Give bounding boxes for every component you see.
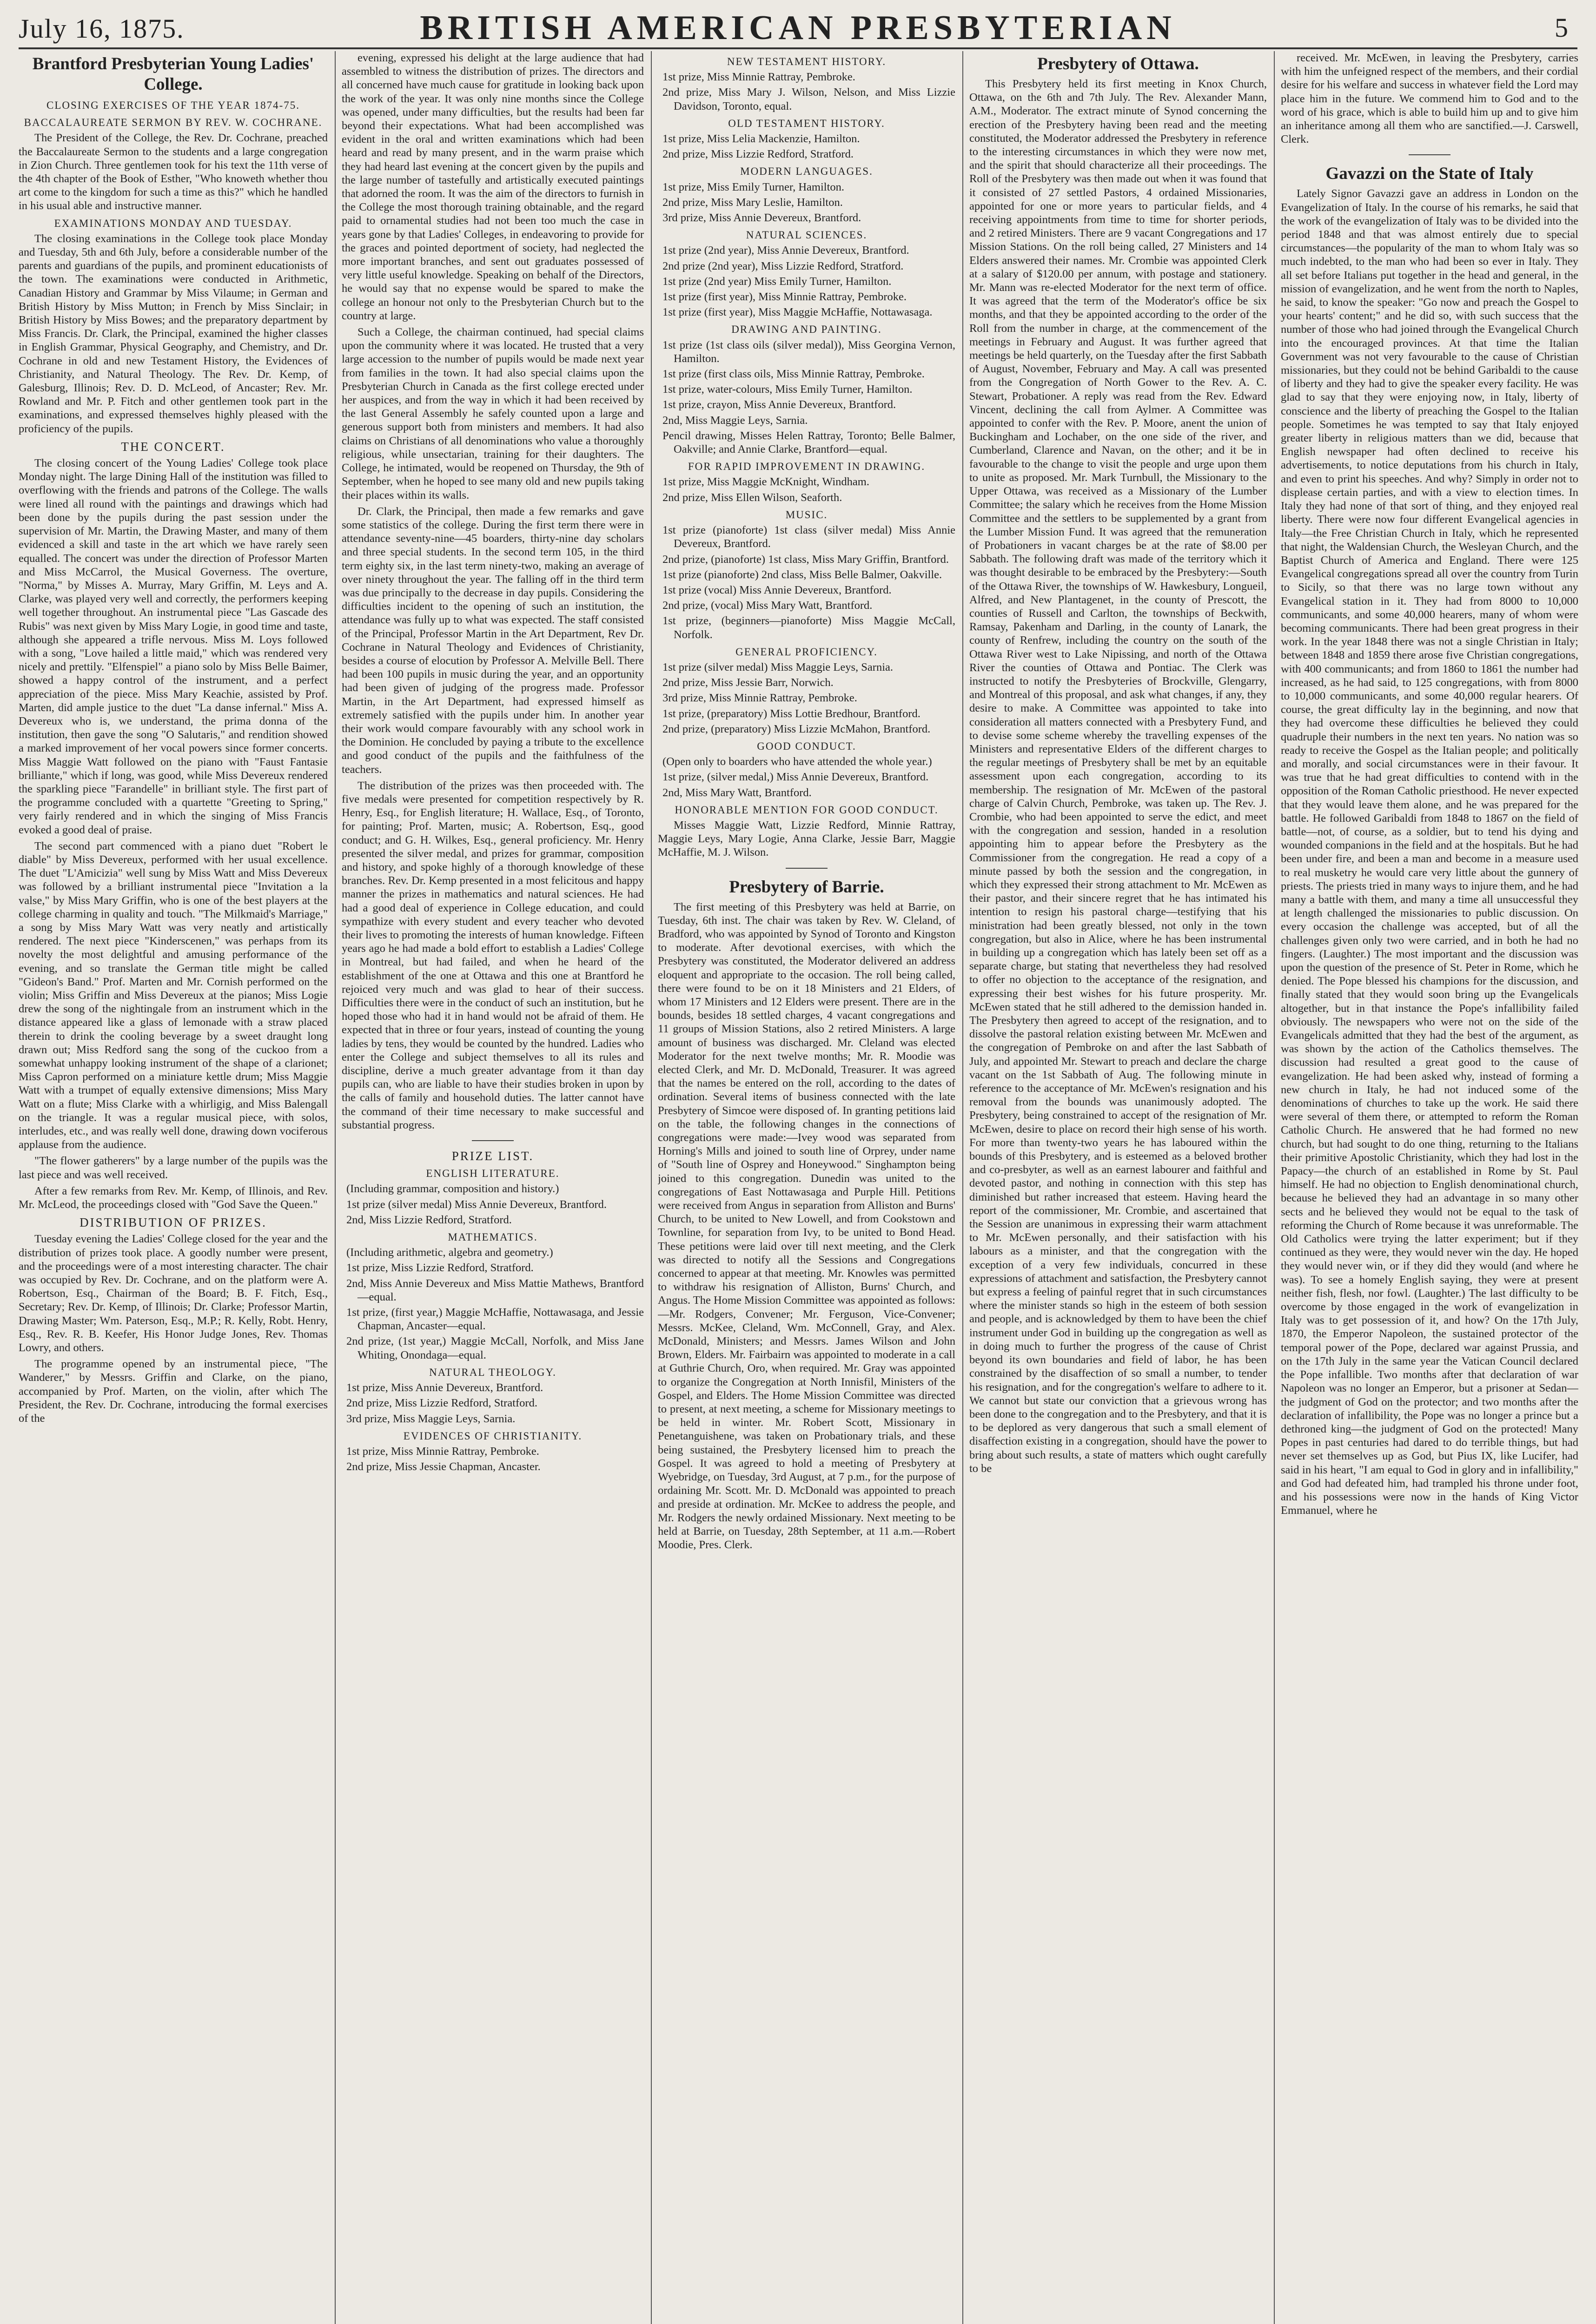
prize-entry: 2nd prize, Miss Ellen Wilson, Seaforth. xyxy=(662,491,842,504)
prize-entry: 1st prize, (silver medal,) Miss Annie Devereux, Brantford. xyxy=(662,771,929,784)
prize-entry: 2nd, Miss Mary Watt, Brantford. xyxy=(662,786,812,799)
prize-entry: 1st prize (silver medal) Miss Annie Devereux, Brantford. xyxy=(346,1198,607,1211)
subheading: DRAWING AND PAINTING. xyxy=(731,324,882,336)
paragraph: Tuesday evening the Ladies' College closed for the year and the distribution of prizes took place. A goodly number were present, and the proceedings were of a most interesting character. The chair was occupied by Rev. Dr. Cochrane, and on the platform were A. Robertson, Esq., Chairman of the Board; B. F. Fitch, Esq., Secretary; Rev. Dr. Kemp, of Illinois; Dr. Clarke; Professor Martin, Drawing Master; Wm. Paterson, Esq., M.P.; R. Kelly, Robt. Henry, Esq., Rev. R. B. Keefer, His Honor Judge Jones, Rev. Thomas Lowry, and others. xyxy=(19,1233,328,1354)
prize-entry: Pencil drawing, Misses Helen Rattray, Toronto; Belle Balmer, Oakville; and Annie Clarke, Brantford—equal. xyxy=(662,429,955,456)
section-heading: THE CONCERT. xyxy=(121,439,225,454)
paragraph: The distribution of the prizes was then proceeded with. The five medals were presented for competition respectively by R. Henry, Esq., for English literature; H. Wallace, Esq., of Toronto, for painting; Prof. Marten, music; A. Robertson, Esq., good conduct; and G. H. Wilkes, Esq., general proficiency. Mr. Henry presented the silver medal, and prizes for grammar, composition and history, and spoke highly of a thorough knowledge of these branches. Rev. Dr. Kemp presented in a most felicitous and happy manner the prizes in mathematics and natural sciences. He had had a good deal of experience in College education, and could sympathize with every student and every teacher who devoted their lives to promoting the interests of human knowledge. Fifteen years ago he had made a bold effort to establish a Ladies' College in Montreal, but had failed, and when he heard of the establishment of the one at Ottawa and this one at Brantford he rejoiced very much and was glad to hear of their success. Difficulties there were in the conduct of such an institution, but he hoped those who had it in hand would not be afraid of them. He expected that in three or four years, instead of counting the young ladies by tens, they would be counted by the hundred. Ladies who enter the College and subject themselves to all its rules and discipline, derive a much greater advantage from it than day pupils can, who are liable to have their studies broken in upon by the calls of family and household duties. The latter cannot have the command of their time necessary to make successful and substantial progress. xyxy=(342,779,644,1131)
subheading: GENERAL PROFICIENCY. xyxy=(735,646,878,658)
column-1 xyxy=(19,51,328,2324)
prize-entry: 2nd prize, Miss Mary J. Wilson, Nelson, and Miss Lizzie Davidson, Toronto, equal. xyxy=(662,86,955,112)
divider xyxy=(472,1140,514,1141)
prize-entry: 2nd prize, (1st year,) Maggie McCall, Norfolk, and Miss Jane Whiting, Onondaga—equal. xyxy=(346,1335,644,1361)
subheading: ENGLISH LITERATURE. xyxy=(426,1168,560,1180)
masthead xyxy=(19,5,1577,49)
prize-entry: 3rd prize, Miss Minnie Rattray, Pembroke. xyxy=(662,692,857,705)
paragraph: evening, expressed his delight at the large audience that had assembled to witness the distribution of prizes. The directors and all concerned have much cause for gratitude in looking back upon the work of the year. It was only nine months since the College was opened, under many difficulties, but the results had been far beyond their expectations. What had been accomplished was evident in the oral and written examinations which had been heard and read by many present, and in the warm praise which they had heard last evening at the concert given by the pupils and the large number of tastefully and artistically executed paintings that adorned the room. It was the aim of the directors to furnish in the College the most thorough training obtainable, and the regard paid to ornamental studies had not been too much the case in years gone by that Ladies' Colleges, in endeavoring to provide for the graces and pointed deportment of society, had neglected the more important branches, and sent out graduates possessed of very little useful knowledge. Speaking on behalf of the Directors, he would say that no expense would be spared to make the college an honour not only to the Presbyterian Church but to the country at large. xyxy=(342,52,644,322)
section-heading: DISTRIBUTION OF PRIZES. xyxy=(79,1215,267,1230)
prize-entry: 1st prize, Miss Emily Turner, Hamilton. xyxy=(662,180,845,193)
prize-entry: 2nd, Miss Annie Devereux and Miss Mattie Mathews, Brantford—equal. xyxy=(346,1277,644,1303)
page-number: 5 xyxy=(1555,13,1568,43)
prize-entry: 1st prize, Miss Minnie Rattray, Pembroke. xyxy=(662,71,855,84)
prize-entry: 2nd prize, (preparatory) Miss Lizzie McMahon, Brantford. xyxy=(662,722,931,735)
prize-entry: 2nd, Miss Maggie Leys, Sarnia. xyxy=(662,414,808,427)
paragraph: Such a College, the chairman continued, had special claims upon the community where it was located. He trusted that a very large accession to the number of pupils would be made next year from families in the town. It had also special claims upon the Presbyterian Church in Canada as the first college erected under her auspices, and from the way in which it had been received by the last General Assembly he safely counted upon a large and generous support both from ministers and members. It had also claims on Christians of all denominations who value a thoroughly religious, while unsectarian, training for their daughters. The College, he intimated, would be reopened on Thursday, the 9th of September, when he hoped to see many old and new pupils taking their places within its walls. xyxy=(342,326,644,502)
article-title: Brantford Presbyterian Young Ladies' College. xyxy=(32,54,314,94)
prize-entry: 2nd prize, Miss Lizzie Redford, Stratford. xyxy=(662,148,854,161)
article-title: Gavazzi on the State of Italy xyxy=(1325,164,1534,184)
column-rule xyxy=(335,51,336,2324)
paragraph: This Presbytery held its first meeting in Knox Church, Ottawa, on the 6th and 7th July. The Rev. Alexander Mann, A.M., Moderator. The extract minute of Synod concerning the erection of the Presbytery having been read and the meeting constituted, the Moderator addressed the Presbytery in reference to the interesting circumstances in which they were now met, and the spirit that should characterize all their proceedings. The Roll of the Presbytery was then made out when it was found that it consisted of 27 settled Pastors, 4 ordained Missionaries, appointed for one or more years to particular fields, and 4 receiving appointments from time to time for shorter periods, and 2 retired Ministers. There are 9 vacant Congregations and 17 Mission Stations. On the roll being called, 27 Ministers and 14 Elders answered their names. Mr. Crombie was appointed Clerk at a salary of $120.00 per annum, with postage and stationery. Mr. Mann was re-elected Moderator for the next term of office. It was agreed that the term of the Moderator's office be six months, and that they be appointed according to the order of the Roll from the number in charge, at the commencement of the meetings in February and August. It was further agreed that meetings be held quarterly, on the Tuesday after the first Sabbath of August, November, February and May. A call was presented from the Congregation of North Gower to the Rev. A. C. Stewart, Probationer. A reply was read from the Rev. Edward Vincent, declining the call from Aylmer. A Committee was appointed to confer with the Rev. P. Moore, anent the union of Buckingham and Lochaber, on the one side of the river, and Cumberland, Clarence and Navan, on the other; and it be in favourable to the change to visit the people and urge upon them to unite as proposed. Mr. Mark Turnbull, the Missionary to the Upper Ottawa, was received as a Missionary of the Lumber Committee; the salary which he receives from the Home Mission Committee and the settlers to be supplemented by a grant from the Lumber Mission Fund. It was agreed that the remuneration of Probationers in vacant charges be at the rate of $8.00 per Sabbath. The following draft was made of the territory which it was thought desirable to be embraced by the Presbytery:—South of the Ottawa River, the townships of W. Hawkesbury, Longueil, Alfred, and New Plantagenet, in the county of Prescott, the counties of Russell and Carlton, the townships of Beckwith, Ramsay, Pakenham and Darling, in the county of Lanark, the county of Renfrew, including the country on the south of the Ottawa River west to Lake Nipissing, and north of the Ottawa River the counties of Ottawa and Pontiac. The Clerk was instructed to notify the Presbyteries of Brockville, Glengarry, and Montreal of this proposal, and ask what changes, if any, they desire to make. A Committee was appointed to take into consideration all matters connected with a Presbytery Fund, and to devise some scheme whereby the travelling expenses of the Ministers and representative Elders of the different charges to the regular meetings of Presbytery shall be met by an equitable assessment upon each congregation, according to its membership. The resignation of Mr. McEwen of the pastoral charge of Calvin Church, Pembroke, was taken up. The Rev. J. Crombie, who had been appointed to serve the edict, and meet with the congregation and session, handed in a resolution appointing him to appear before the Presbytery as the Commissioner from the congregation. He read a copy of a minute passed by both the session and the congregation, in which they expressed their strong attachment to Mr. McEwen as their pastor, and their sincere regret that he has intimated his intention to resign his pastoral charge—testifying that his ministration had been greatly blessed, not only in the town congregation, but also in Alice, where he has been instrumental in building up a congregation which has lately been set off as a separate charge, but stating that nevertheless they had resolved to offer no objection to the acceptance of the resignation, and expressing their best wishes for his future prosperity. Mr. McEwen stated that he still adhered to the demission handed in. The Presbytery then agreed to accept of the resignation, and to dissolve the pastoral relation existing between Mr. McEwen and the congregation of Pembroke on and after the last Sabbath of July, and appointed Mr. Stewart to preach and declare the charge vacant on the 1st Sabbath of Aug. The following minute in reference to the acceptance of Mr. McEwen's resignation and his removal from the bounds was unanimously adopted. The Presbytery, being constrained to accept of the resignation of Mr. McEwen, desire to place on record their high sense of his worth. For more than twenty-two years he has laboured within the bounds of this Presbytery, and is esteemed as a beloved brother and co-presbyter, as well as an earnest labourer and faithful and devoted pastor, and nothing in connection with this step has diminished but rather increased that esteem. Having heard the report of the commissioner, Mr. Crombie, and ascertained that the Session are unanimous in expressing their warm attachment to Mr. McEwen personally, and their satisfaction with his labours as a minister, and that the congregation with the exception of a very few individuals, concurred in these expressions of attachment and satisfaction, the Presbytery cannot but express a feeling of painful regret that in such circumstances where the minister stands so high in the esteem of both session and people, and is acknowledged by them to have been the chief instrument under God in building up the congregation as well as in doing much to further the progress of the cause of Christ beyond its own boundaries and field of labor, he has been constrained by the disaffection of so small a number, to tender his resignation, and for the congregation's welfare to adhere to it. We cannot but state our conviction that a grievous wrong has been done to the congregation and to the Presbytery, and that it is to be deplored as very dangerous that such a small element of disaffection existing in a congregation, should have the power to bring about such results, a state of matters which ought carefully to be xyxy=(969,78,1267,1475)
subheading: EXAMINATIONS MONDAY AND TUESDAY. xyxy=(54,217,292,229)
prize-entry: 1st prize, water-colours, Miss Emily Turner, Hamilton. xyxy=(662,383,913,396)
prize-entry: 1st prize (pianoforte) 2nd class, Miss Belle Balmer, Oakville. xyxy=(662,568,942,581)
paragraph: The second part commenced with a piano duet "Robert le diable" by Miss Devereux, performed with her usual excellence. The duet "L'Amicizia" well sung by Miss Watt and Miss Devereux was followed by a brilliant instrumental piece "Invitation a la valse," by Miss Mary Griffin, who is one of the best players at the college charming in quality and touch. "The Milkmaid's Marriage," a song by Miss Mary Watt was very neatly and artistically rendered. The next piece "Kinderscenen," was perhaps from its novelty the most delightful and amusing performance of the evening, and so translate the German title might be called "Gideon's Band." Prof. Marten and Mr. Cornish performed on the violin; Miss Griffin and Miss Devereux at the pianos; Miss Logie drew the song of the nightingale from an instrument which in the distance appeared like a glass of lemonade with a straw placed therein to drink the cooling beverage by a sweet draught long drawn out; Miss Redford sang the song of the cuckoo from a somewhat unhappy looking instrument of the shape of a clarionet; Miss Capron performed on a miniature kettle drum; Miss Maggie Watt with a trumpet of equally extensive dimensions; Miss Mary Watt on a flute; Miss Clarke with a whirligig, and Miss Balengall on the triangle. It was a regular musical piece, with solos, interludes, etc., and was really well done, drawing down vociferous applause from the audience. xyxy=(19,839,328,1151)
paragraph: Misses Maggie Watt, Lizzie Redford, Minnie Rattray, Maggie Leys, Mary Logie, Anna Clarke, Jessie Barr, Maggie McHaffie, M. J. Wilson. xyxy=(658,819,955,859)
prize-entry: 1st prize (first class oils, Miss Minnie Rattray, Pembroke. xyxy=(662,368,925,381)
column-5 xyxy=(1281,51,1578,2324)
prize-entry: 1st prize (first year), Miss Minnie Rattray, Pembroke. xyxy=(662,290,907,304)
subheading: OLD TESTAMENT HISTORY. xyxy=(728,117,885,129)
divider xyxy=(1409,154,1450,155)
column-rule xyxy=(962,51,963,2324)
subheading: NATURAL THEOLOGY. xyxy=(429,1366,556,1378)
prize-entry: 2nd, Miss Lizzie Redford, Stratford. xyxy=(346,1213,512,1226)
prize-entry: 1st prize, (first year,) Maggie McHaffie, Nottawasaga, and Jessie Chapman, Ancaster—equal. xyxy=(346,1306,644,1333)
prize-entry: 2nd prize, Miss Lizzie Redford, Stratford. xyxy=(346,1397,537,1410)
paragraph: The President of the College, the Rev. Dr. Cochrane, preached the Baccalaureate Sermon to the students and a large congregation in Zion Church. Three gentlemen took for his text the 11th verse of the 4th chapter of the Book of Esther, "Who knoweth whether thou art come to the kingdom for such a time as this?" which he handled in his usual able and instructive manner. xyxy=(19,132,328,212)
column-2 xyxy=(342,51,644,2324)
prize-entry: 1st prize, Miss Maggie McKnight, Windham. xyxy=(662,475,869,489)
newspaper-title: BRITISH AMERICAN PRESBYTERIAN xyxy=(420,9,1176,47)
column-4 xyxy=(969,51,1267,2324)
prize-entry: 2nd prize, (pianoforte) 1st class, Miss Mary Griffin, Brantford. xyxy=(662,553,949,566)
prize-entry: 1st prize, crayon, Miss Annie Devereux, Brantford. xyxy=(662,398,896,411)
prize-entry: 1st prize, Miss Lelia Mackenzie, Hamilton. xyxy=(662,132,860,145)
prize-entry: 1st prize (first year), Miss Maggie McHaffie, Nottawasaga. xyxy=(662,306,933,319)
paragraph: Dr. Clark, the Principal, then made a few remarks and gave some statistics of the college. During the first term there were in attendance seventy-nine—45 boarders, thirty-nine day scholars and three special students. In the second term 105, in the third term eighty six, in the last term ninety-two, making an average of over ninety throughout the year. The falling off in the third term was due principally to the decrease in day pupils. Considering the difficulties incident to the opening of such an institution, the attendance was fully up to what was expected. The staff consisted of the Principal, Professor Martin in the Art Department, Rev Dr. Cochrane in Natural Theology and Evidences of Christianity, besides a course of elocution by Professor A. Melville Bell. There had been 100 pupils in music during the year, and an opportunity had been given of judging of the progress made. Professor Martin, in the Art Department, had expressed himself as extremely satisfied with the pupils under him. In another year their work would compare favourably with any school work in the Dominion. He concluded by paying a tribute to the excellence and good conduct of the pupils and the faithfulness of the teachers. xyxy=(342,505,644,776)
prize-entry: 2nd prize, Miss Mary Leslie, Hamilton. xyxy=(662,196,843,209)
prize-entry: 1st prize, (preparatory) Miss Lottie Bredhour, Brantford. xyxy=(662,707,921,720)
paragraph: received. Mr. McEwen, in leaving the Presbytery, carries with him the unfeigned respect of the members, and their cordial desire for his welfare and success in whatever field the Lord may place him in the future. We commend him to God and to the word of his grace, which is able to build him up and to give him an inheritance among all them who are sanctified.—J. Carswell, Clerk. xyxy=(1281,52,1578,146)
subheading: EVIDENCES OF CHRISTIANITY. xyxy=(403,1430,583,1442)
subheading: CLOSING EXERCISES OF THE YEAR 1874-75. xyxy=(46,99,300,111)
prize-entry: (Open only to boarders who have attended the whole year.) xyxy=(662,755,932,768)
paragraph: Lately Signor Gavazzi gave an address in London on the Evangelization of Italy. In the course of his remarks, he said that the work of the evangelization of Italy was to be divided into the period 1848 and that was almost entirely due to special circumstances—the popularity of the man to whom Italy was so much indebted, to the man who had been so ever in Italy. They all set before Italians put together in the head and general, in the mission of evangelization, and he went from the north to Naples, he said, to know the speaker: "Go now and preach the Gospel to your hearts' content;" and he did so, with such success that the number of those who had joined through the Evangelical Church into the encouraged provinces. At that time the Italian Government was not very favourable to the cause of Christian missionaries, but they could not be behind Garibaldi to the cause of liberty and they had to give the speaker every facility. He was glad to say that they were enjoying now, in Italy, liberty of conscience and the liberty of preaching the Gospel to the Italian people. Sometimes he was tempted to say that Italy enjoyed greater liberty in religious matters than we did, because that English newspaper had often declined to receive his advertisements, to notice deputations from his church in Italy, and even to print his speeches. And why? Simply in order not to displease certain parties, and with a view to election times. In Italy they had none of that sort of thing, and they enjoyed real liberty. There were now four different Evangelical agencies in Italy—the Free Christian Church in Italy, which he represented that night, the Waldensian Church, the Wesleyan Church, and the Baptist Church of America and England. There were 125 Evangelical congregations spread all over the country from Turin to Sicily, so that there was no large town without any Evangelical station in it. They had from 8000 to 10,000 communicants, and some 40,000 hearers, many of whom were becoming communicants. There had been great progress in their work. In the year 1848 there was not a single Christian in Italy; between 1848 and 1859 there arose five Christian congregations, with 400 communicants; and from 1860 to 1861 the number had increased, as he had said, to 125 congregations, with from 8000 to 10,000 communicants, and some 40,000 regular hearers. Of course, the great difficulty lay in the beginning, and now that they had overcome these difficulties he believed they could quadruple their numbers in the next ten years. No nation was so ready to receive the Gospel as the Italian people; and politically and morally, and social circumstances were in their favour. It was true that he had great difficulties to contend with in the opposition of the Roman Catholic priesthood. He never expected that they would leave them alone, and he was prepared for the battle. He followed Garibaldi from 1848 to 1867 on the field of battle—not, of course, as a soldier, but to tend his dying and wounded companions in the field and at the hospitals. But he had been under fire, and been a man and become in a measure used to real musketry he would care very little about the gunnery of priests. The priests tried in many ways to injure them, and he had many a battle with them, and many a time all unsuccessful they at length challenged the missionaries to public discussion. On every occasion the challenge was accepted, but of all the challenges given only two were carried, and in both he had no fingers. (Laughter.) The most important and the discussion was upon the question of the presence of St. Peter in Rome, which he denied. The Pope blessed his champions for the discussion, and finally stated that they would soon bring up the Evangelicals altogether, but in that instance the Pope's infallibility failed obviously. The newspapers who were not on the side of the Evangelicals admitted that they had the best of the argument, as was shown by the action of the Catholics themselves. The discussion had resulted a great good to the cause of evangelization. He had been asked why, instead of forming a new church in Italy, he had not induced some of the denominations of churches to take up the work. He said there were several of them there, or attempted to reform the Roman Catholic Church. He answered that he had formed no new church, but had sought to do one thing, returning to the Italians their primitive Apostolic Christianity, which they had lost in the Papacy—the church of an established in Rome by St. Paul himself. He had no objection to English denominational church, because he believed they had an advantage in so many other sects and he believed they would not be equal to the task of reforming the Church of Rome because it was unreformable. The Old Catholics were trying the latter experiment; but if they continued as they were, they would never win the day. He hoped they would never win, or if they did they would (and where he was). To see a homely English saying, they were at present neither fish, flesh, nor fowl. (Laughter.) The last difficulty to be overcome by those engaged in the work of evangelization in Italy was to get possession of it, and how? On the 17th July, 1870, the Emperor Napoleon, the sustained protector of the temporal power of the Pope, declared war against Prussia, and on the 17th July in the same year the Vatican Council declared the Pope infallible. Two months after that declaration of war Napoleon was no longer an Emperor, but a prisoner at Sedan—the judgment of God on the protector; and two months after the declaration of infallibility, the Pope was no longer a prince but a dethroned king—the judgment of God on the protected! Many Popes in past centuries had dared to do terrible things, but had never set themselves up as God, but Pius IX, like Lucifer, had said in his heart, "I am equal to God in glory and in infallibility," and God had defeated him, had trampled his throne under foot, and his possessions were now in the hands of King Victor Emmanuel, where he xyxy=(1281,187,1578,1517)
prize-entry: 1st prize (2nd year), Miss Annie Devereux, Brantford. xyxy=(662,244,909,257)
paragraph: The closing examinations in the College took place Monday and Tuesday, 5th and 6th July, before a considerable number of the parents and guardians of the pupils, and prominent educationists of the town. The examinations were conducted in Arithmetic, Canadian History and Grammar by Miss Vilaume; in German and British History by Miss Mutton; in French by Miss Sinclair; in British History by Miss Bowes; and the preparatory department by Miss Francis. Dr. Clark, the Principal, examined the higher classes in English Grammar, Physical Geography, and Chemistry, and Dr. Cochrane in old and new Testament History, the Evidences of Christianity, and Natural Theology. The Rev. Dr. Kemp, of Galesburg, Illinois; Rev. D. D. McLeod, of Ancaster; Rev. Mr. Rowland and Mr. P. Fitch and other gentlemen took part in the examinations, and expressed themselves highly pleased with the proficiency of the pupils. xyxy=(19,232,328,435)
subheading: HONORABLE MENTION FOR GOOD CONDUCT. xyxy=(675,804,939,816)
subheading: NATURAL SCIENCES. xyxy=(746,229,868,241)
paragraph: "The flower gatherers" by a large number of the pupils was the last piece and was well received. xyxy=(19,1155,328,1181)
article-title: Presbytery of Ottawa. xyxy=(1037,54,1199,73)
prize-entry: 1st prize (vocal) Miss Annie Devereux, Brantford. xyxy=(662,583,892,596)
paragraph: The first meeting of this Presbytery was held at Barrie, on Tuesday, 6th inst. The chair was taken by Rev. W. Cleland, of Bradford, who was appointed by Synod of Toronto and Kingston to moderate. After devotional exercises, with which the Presbytery was constituted, the Moderator delivered an address eloquent and appropriate to the occasion. The roll being called, there were found to be on it 18 Ministers and 21 Elders, of whom 17 Ministers and 12 Elders were present. There are in the bounds, besides 18 settled charges, 4 vacant congregations and 11 groups of Mission Stations, also 2 retired Ministers. A large amount of business was discharged. Mr. Cleland was elected Moderator for the next twelve months; Mr. R. Moodie was elected Clerk, and Mr. D. McDonald, Treasurer. It was agreed that the names be entered on the roll, according to the dates of ordination. Several items of business connected with the late Presbytery of Simcoe were disposed of. In granting petitions laid on the table, the following changes in the connections of congregations were made:—Ivey wood was separated from Horning's Mills and joined to south line of Orprey, under name of "South line of Osprey and Honeywood." Singhampton being joined to this congregation. Dunedin was united to the congregations of East Nottawasaga and Purple Hill. Petitions were received from Angus in separation from Alliston and Burns' Church, to be united to New Lowell, and from Cookstown and Townline, for separation from Ivy, to be united to Bond Head. These petitions were laid over till next meeting, and the Clerk was directed to notify all the Sessions and Congregations concerned to appear at that meeting. Mr. Knowles was permitted to withdraw his resignation of Alliston, Burns' Church, and Angus. The Home Mission Committee was appointed as follows:—Mr. Rodgers, Convener; Mr. Ferguson, Vice-Convener; Messrs. McKee, Cleland, Wm. McConnell, Gray, and Alex. McDonald, Ministers; and Messrs. James Wilson and John Brown, Elders. Mr. Fairbairn was appointed to moderate in a call at Guthrie Church, Oro, when required. Mr. Gray was appointed to organize the Congregation at North Innisfil, Ministers of the Gospel, and Elders. The Home Mission Committee was directed to present, at next meeting, a scheme for Missionary meetings to be held in winter. Mr. Robert Scott, Missionary in Penetanguishene, was taken on Probationary trials, and these being sustained, the Presbytery licensed him to preach the Gospel. It was agreed to hold a meeting of Presbytery at Wyebridge, on Tuesday, 3rd August, at 7 p.m., for the purpose of ordaining Mr. Scott. Mr. D. McDonald was appointed to preach and preside at ordination. Mr. McKee to address the people, and Mr. Rodgers the newly ordained Missionary. Next meeting to be held at Barrie, on Tuesday, 28th September, at 11 a.m.—Robert Moodie, Pres. Clerk. xyxy=(658,900,955,1552)
column-rule xyxy=(1274,51,1275,2324)
column-rule xyxy=(651,51,652,2324)
prize-entry: 2nd prize, (vocal) Miss Mary Watt, Brantford. xyxy=(662,599,873,612)
paragraph: The programme opened by an instrumental piece, "The Wanderer," by Messrs. Griffin and Clarke, on the piano, accompanied by Prof. Marten, on the violin, after which The President, the Rev. Dr. Cochrane, introducing the formal exercises of the xyxy=(19,1358,328,1425)
prize-entry: 1st prize (pianoforte) 1st class (silver medal) Miss Annie Devereux, Brantford. xyxy=(662,524,955,550)
subheading: FOR RAPID IMPROVEMENT IN DRAWING. xyxy=(688,461,926,473)
prize-entry: (Including grammar, composition and history.) xyxy=(346,1182,559,1195)
paragraph: The closing concert of the Young Ladies' College took place Monday night. The large Dining Hall of the institution was filled to overflowing with the friends and patrons of the College. The walls were lined all round with the paintings and drawings which had been done by the pupils during the past session under the supervision of Mr. Martin, the Drawing Master, and many of them evidenced a skill and taste in the art which we have rarely seen equalled. The concert was under the direction of Professor Marten and Miss McCarrol, the Musical Governess. The overture, "Norma," by Misses A. Murray, Mary Griffin, M. Leys and A. Clarke, was played very well and correctly, the performers keeping well together throughout. An instrumental piece "Las Gascade des Rubis" was next given by Miss Mary Logie, in good time and taste, although she appeared a trifle nervous. Miss M. Loys followed with a song, "Love hailed a little maid," which was rendered very nicely and prettily. "Elfenspiel" a piano solo by Miss Belle Baimer, showed a happy control of the instrument, and a perfect appreciation of the piece. Miss Mary Keachie, assisted by Prof. Marten, did ample justice to the duet "La danse infernal." Miss A. Devereux who is, we understand, the prima donna of the institution, then gave the song "O Salutaris," and rendition showed a marked improvement of her vocal powers since former concerts. Miss Maggie Watt followed on the piano with "Faust Fantasie brilliante," which if long, was good, while Miss Devereux rendered the sparkling piece "Farandelle" in brilliant style. The first part of the programme concluded with a quartette "Greeting to Spring," very fairly rendered and in which the singing of Miss Francis evoked a good deal of praise. xyxy=(19,457,328,836)
subheading: MODERN LANGUAGES. xyxy=(740,165,873,178)
prize-entry: 3rd prize, Miss Annie Devereux, Brantford. xyxy=(662,211,861,224)
prize-entry: 1st prize (2nd year) Miss Emily Turner, Hamilton. xyxy=(662,275,892,288)
paragraph: After a few remarks from Rev. Mr. Kemp, of Illinois, and Rev. Mr. McLeod, the proceedings closed with "God Save the Queen." xyxy=(19,1184,328,1211)
section-heading: PRIZE LIST. xyxy=(451,1149,534,1163)
subheading: BACCALAUREATE SERMON BY REV. W. COCHRANE. xyxy=(24,117,323,129)
prize-entry: 1st prize, (beginners—pianoforte) Miss Maggie McCall, Norfolk. xyxy=(662,614,955,641)
subheading: NEW TESTAMENT HISTORY. xyxy=(727,56,887,67)
prize-entry: 2nd prize, Miss Jessie Chapman, Ancaster. xyxy=(346,1460,541,1473)
subheading: MUSIC. xyxy=(785,508,828,521)
prize-entry: 1st prize, Miss Minnie Rattray, Pembroke. xyxy=(346,1445,539,1458)
prize-entry: 1st prize, Miss Lizzie Redford, Stratford. xyxy=(346,1261,534,1274)
subheading: MATHEMATICS. xyxy=(448,1231,538,1243)
prize-entry: (Including arithmetic, algebra and geometry.) xyxy=(346,1246,553,1259)
issue-date: July 16, 1875. xyxy=(19,13,185,44)
column-3 xyxy=(658,51,955,2324)
prize-entry: 1st prize, Miss Annie Devereux, Brantford. xyxy=(346,1381,543,1394)
article-title: Presbytery of Barrie. xyxy=(729,877,884,897)
prize-entry: 1st prize (silver medal) Miss Maggie Leys, Sarnia. xyxy=(662,660,894,673)
divider xyxy=(786,868,828,869)
prize-entry: 1st prize (1st class oils (silver medal)), Miss Georgina Vernon, Hamilton. xyxy=(662,338,955,365)
prize-entry: 3rd prize, Miss Maggie Leys, Sarnia. xyxy=(346,1412,516,1425)
prize-entry: 2nd prize, Miss Jessie Barr, Norwich. xyxy=(662,676,834,689)
prize-entry: 2nd prize (2nd year), Miss Lizzie Redford, Stratford. xyxy=(662,259,904,272)
subheading: GOOD CONDUCT. xyxy=(757,740,856,752)
